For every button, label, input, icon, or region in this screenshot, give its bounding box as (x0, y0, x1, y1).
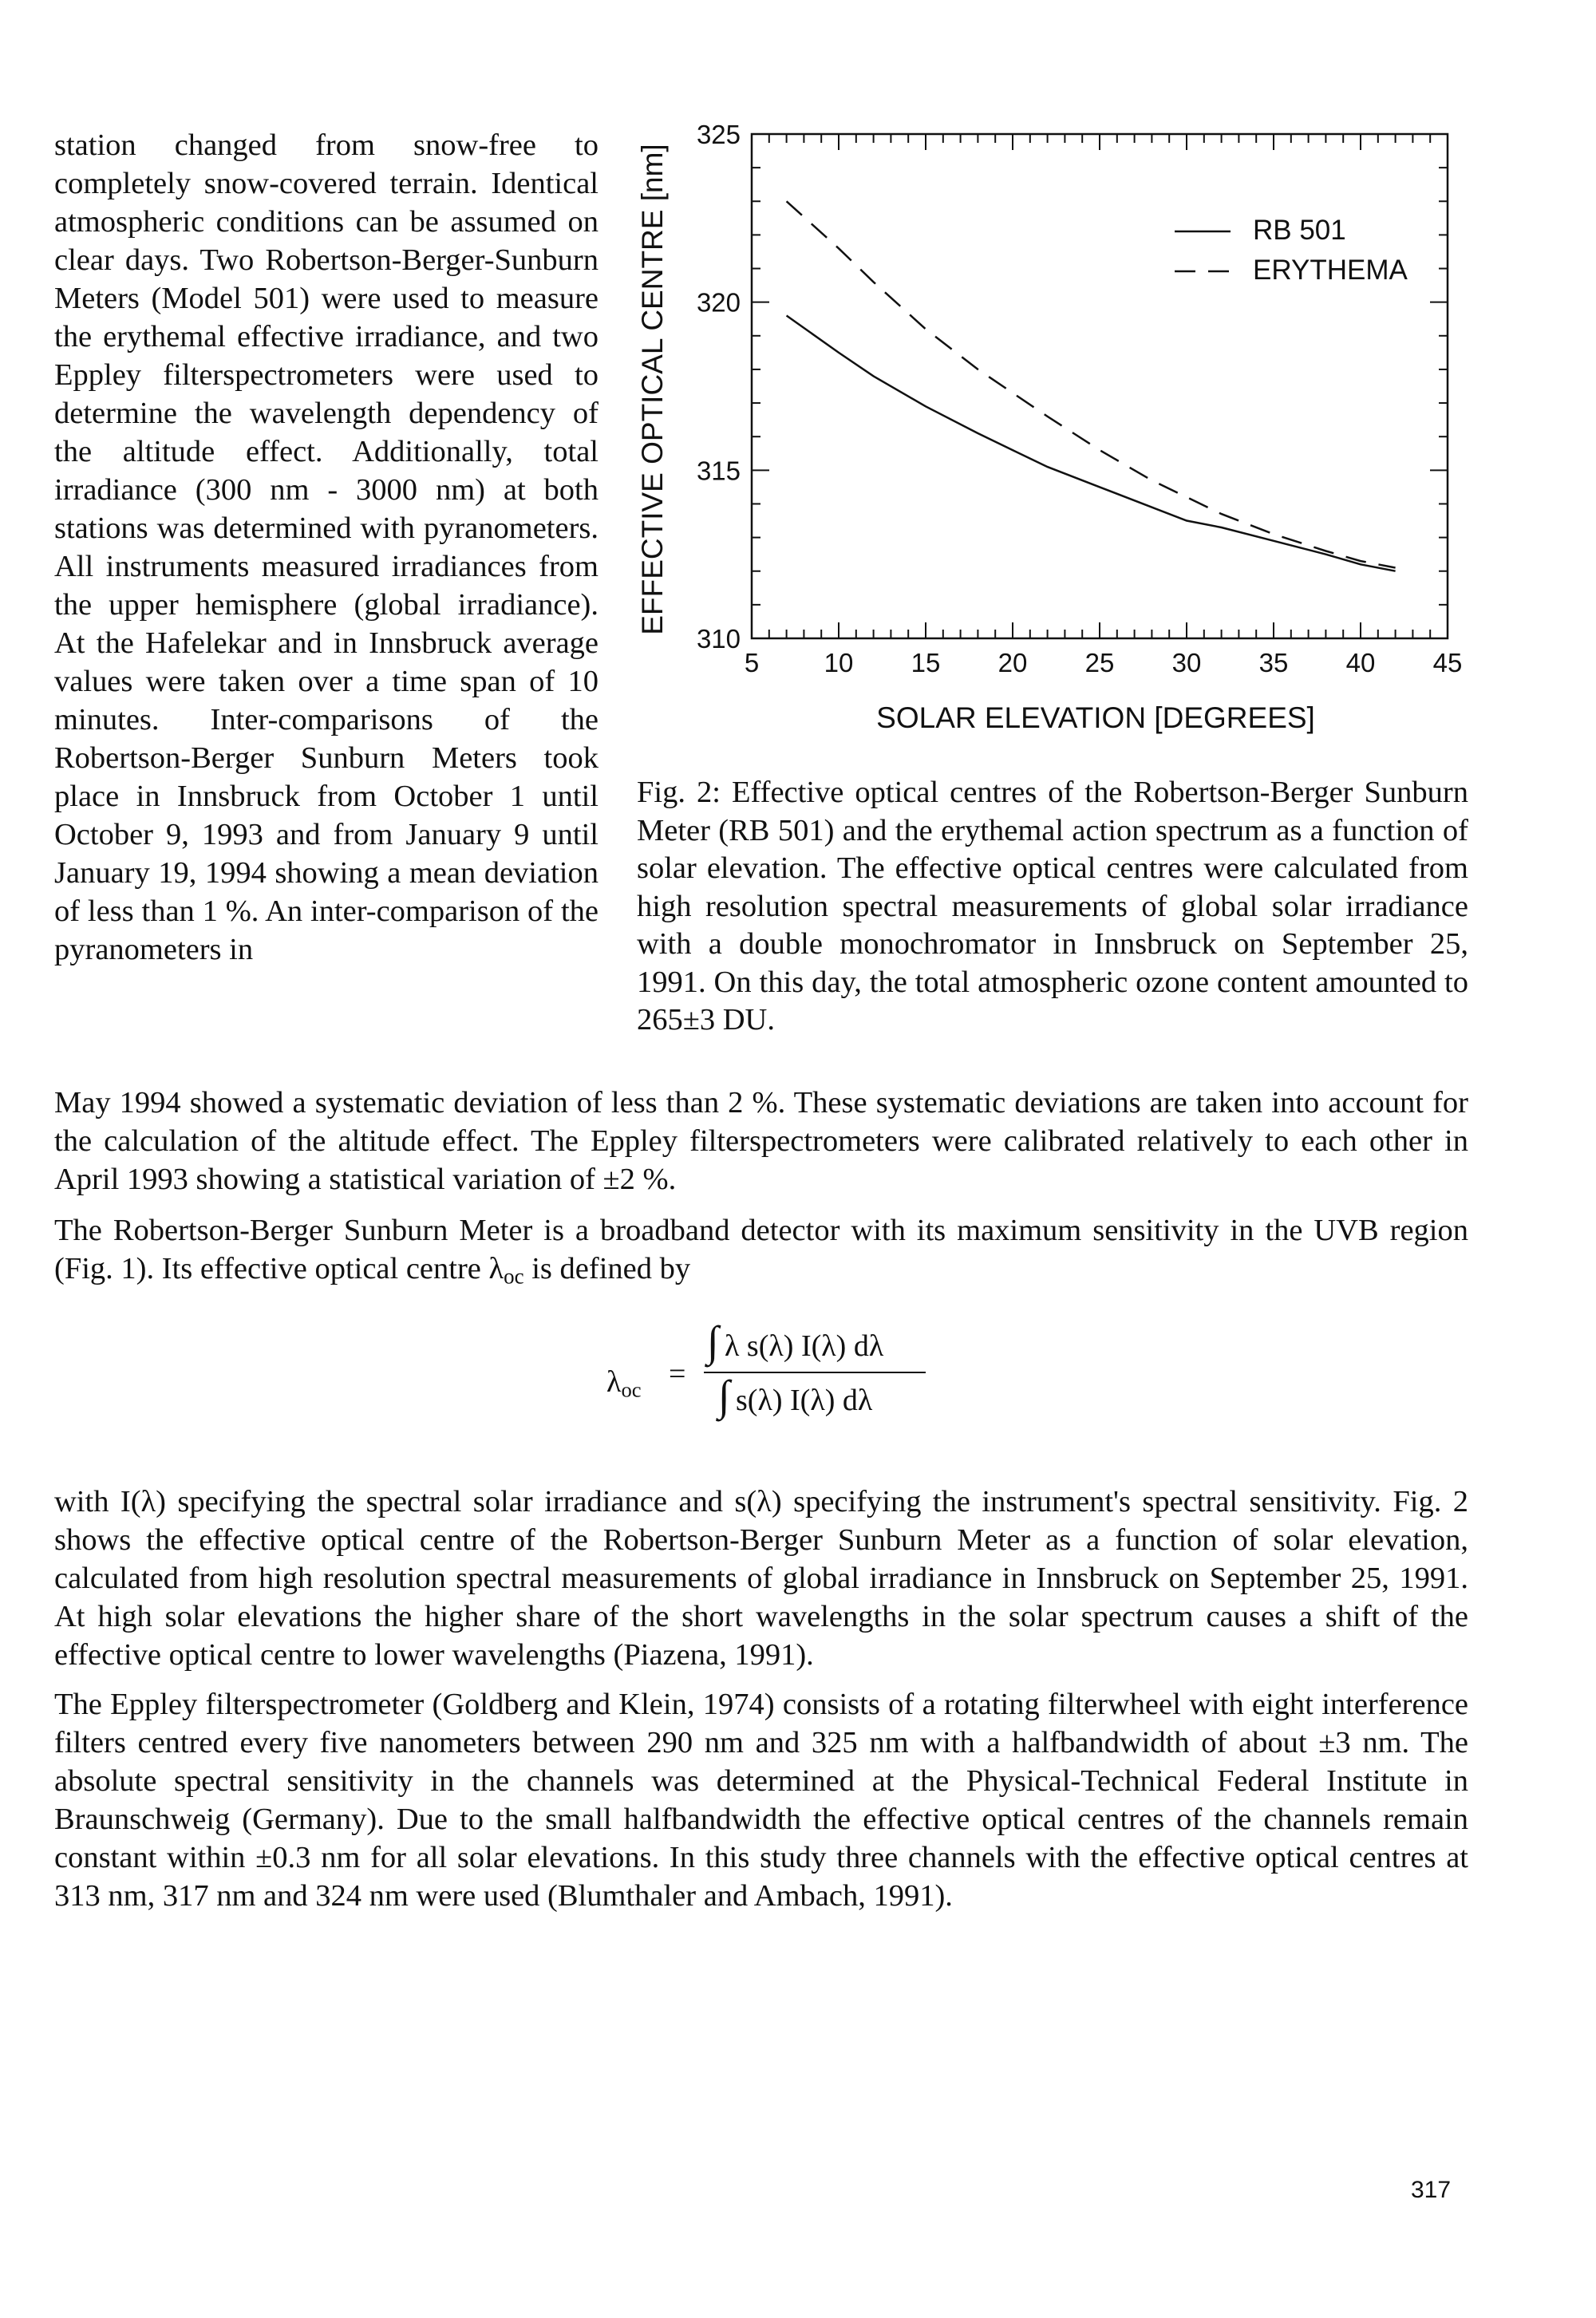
x-axis-title: SOLAR ELEVATION [DEGREES] (876, 701, 1315, 734)
y-tick-label: 310 (696, 624, 741, 654)
y-tick-label: 325 (696, 120, 741, 149)
y-tick-label: 320 (696, 287, 741, 318)
after-equation-paragraph: with I(λ) specifying the spectral solar irradiance and s(λ) specifying the instrument's spectral sensitivity. Fig. 2 shows the effective optical centre of the Robertson-Berger Sunburn Meter as a function of solar elevation, calculated from high resolution spectral measurements of global irradiance in Innsbruck on September 25, 1991. At high solar elevations the higher share of the short wavelengths in the solar spectrum causes a shift of the effective optical centre to lower wavelengths (Piazena, 1991). (54, 1485, 1468, 1672)
chart-ticks (697, 120, 1462, 677)
x-tick-label: 5 (744, 648, 760, 677)
rb-paragraph-text: The Robertson-Berger Sunburn Meter is a broadband detector with its maximum sensitivity in the UVB region (Fig. 1). Its effective optical centre λ (54, 1214, 1468, 1285)
x-tick-label: 35 (1258, 648, 1289, 677)
fraction-bar (704, 1372, 926, 1373)
rb-subscript: oc (504, 1264, 524, 1289)
legend-label: ERYTHEMA (1253, 255, 1408, 286)
x-tick-label: 45 (1432, 648, 1463, 677)
equation-subscript: oc (621, 1377, 642, 1402)
x-tick-label: 10 (824, 648, 854, 677)
x-tick-label: 20 (998, 648, 1028, 677)
y-tick-label: 315 (696, 456, 741, 486)
chart-legend (1175, 215, 1408, 286)
denominator-integral-sign: ∫ (718, 1372, 730, 1420)
page-number: 317 (1411, 2177, 1452, 2203)
y-axis-title: EFFECTIVE OPTICAL CENTRE [nm] (636, 144, 669, 635)
continuation-paragraph: May 1994 showed a systematic deviation of less than 2 %. These systematic deviations are taken into account for the calculation of the altitude effect. The Eppley filterspectrometers were calibrated relatively to each other in April 1993 showing a statistical variation of ±2 %. (54, 1086, 1468, 1196)
equation-lhs (606, 1364, 642, 1403)
series-line-rb-501 (787, 316, 1396, 571)
chart-axes (752, 134, 1448, 638)
x-tick-label: 25 (1084, 648, 1115, 677)
equation-numerator: λ s(λ) I(λ) dλ (725, 1329, 884, 1363)
equation-lambda: λ (606, 1365, 622, 1399)
eppley-paragraph: The Eppley filterspectrometer (Goldberg and Klein, 1974) consists of a rotating filterwheel with eight interference filters centred every five nanometers between 290 nm and 325 nm with a halfbandwidth of about ±3 nm. The absolute spectral sensitivity in the channels was determined at the Physical-Technical Federal Institute in Braunschweig (Germany). Due to the small halfbandwidth the effective optical centres of the channels remain constant within ±0.3 nm for all solar elevations. In this study three channels with the effective optical centres at 313 nm, 317 nm and 324 nm were used (Blumthaler and Ambach, 1991). (54, 1688, 1468, 1913)
x-tick-label: 40 (1345, 648, 1376, 677)
left-column-text: station changed from snow-free to completely snow-covered terrain. Identical atmospheric conditions can be assumed on clear days. Two Robertson-Berger-Sunburn Meters (Model 501) were used to measure the erythemal effective irradiance, and two Eppley filterspectrometers were used to determine the wavelength dependency of the altitude effect. Additionally, total irradiance (300 nm - 3000 nm) at both stations was determined with pyranometers. All instruments measured irradiances from the upper hemisphere (global irradiance). At the Hafelekar and in Innsbruck average values were taken over a time span of 10 minutes. Inter-comparisons of the Robertson-Berger Sunburn Meters took place in Innsbruck from October 1 until October 9, 1993 and from January 9 until January 19, 1994 showing a mean deviation of less than 1 %. An inter-comparison of the pyranometers in (54, 128, 598, 966)
numerator-integral-sign: ∫ (707, 1317, 719, 1365)
plot-frame (752, 134, 1448, 638)
legend-label: RB 501 (1253, 215, 1346, 246)
x-tick-label: 30 (1171, 648, 1202, 677)
x-tick-label: 15 (911, 648, 941, 677)
figure-caption: Fig. 2: Effective optical centres of the Robertson-Berger Sunburn Meter (RB 501) and the erythemal action spectrum as a function of solar elevation. The effective optical centres were calculated from high resolution spectral measurements of global solar irradiance with a double monochromator in Innsbruck on September 25, 1991. On this day, the total atmospheric ozone content amounted to 265±3 DU. (637, 776, 1468, 1037)
rb-paragraph-end: is defined by (523, 1252, 691, 1285)
equation-equals: = (669, 1357, 686, 1391)
rb-paragraph (54, 1211, 1468, 1296)
equation-denominator: s(λ) I(λ) dλ (736, 1384, 873, 1417)
